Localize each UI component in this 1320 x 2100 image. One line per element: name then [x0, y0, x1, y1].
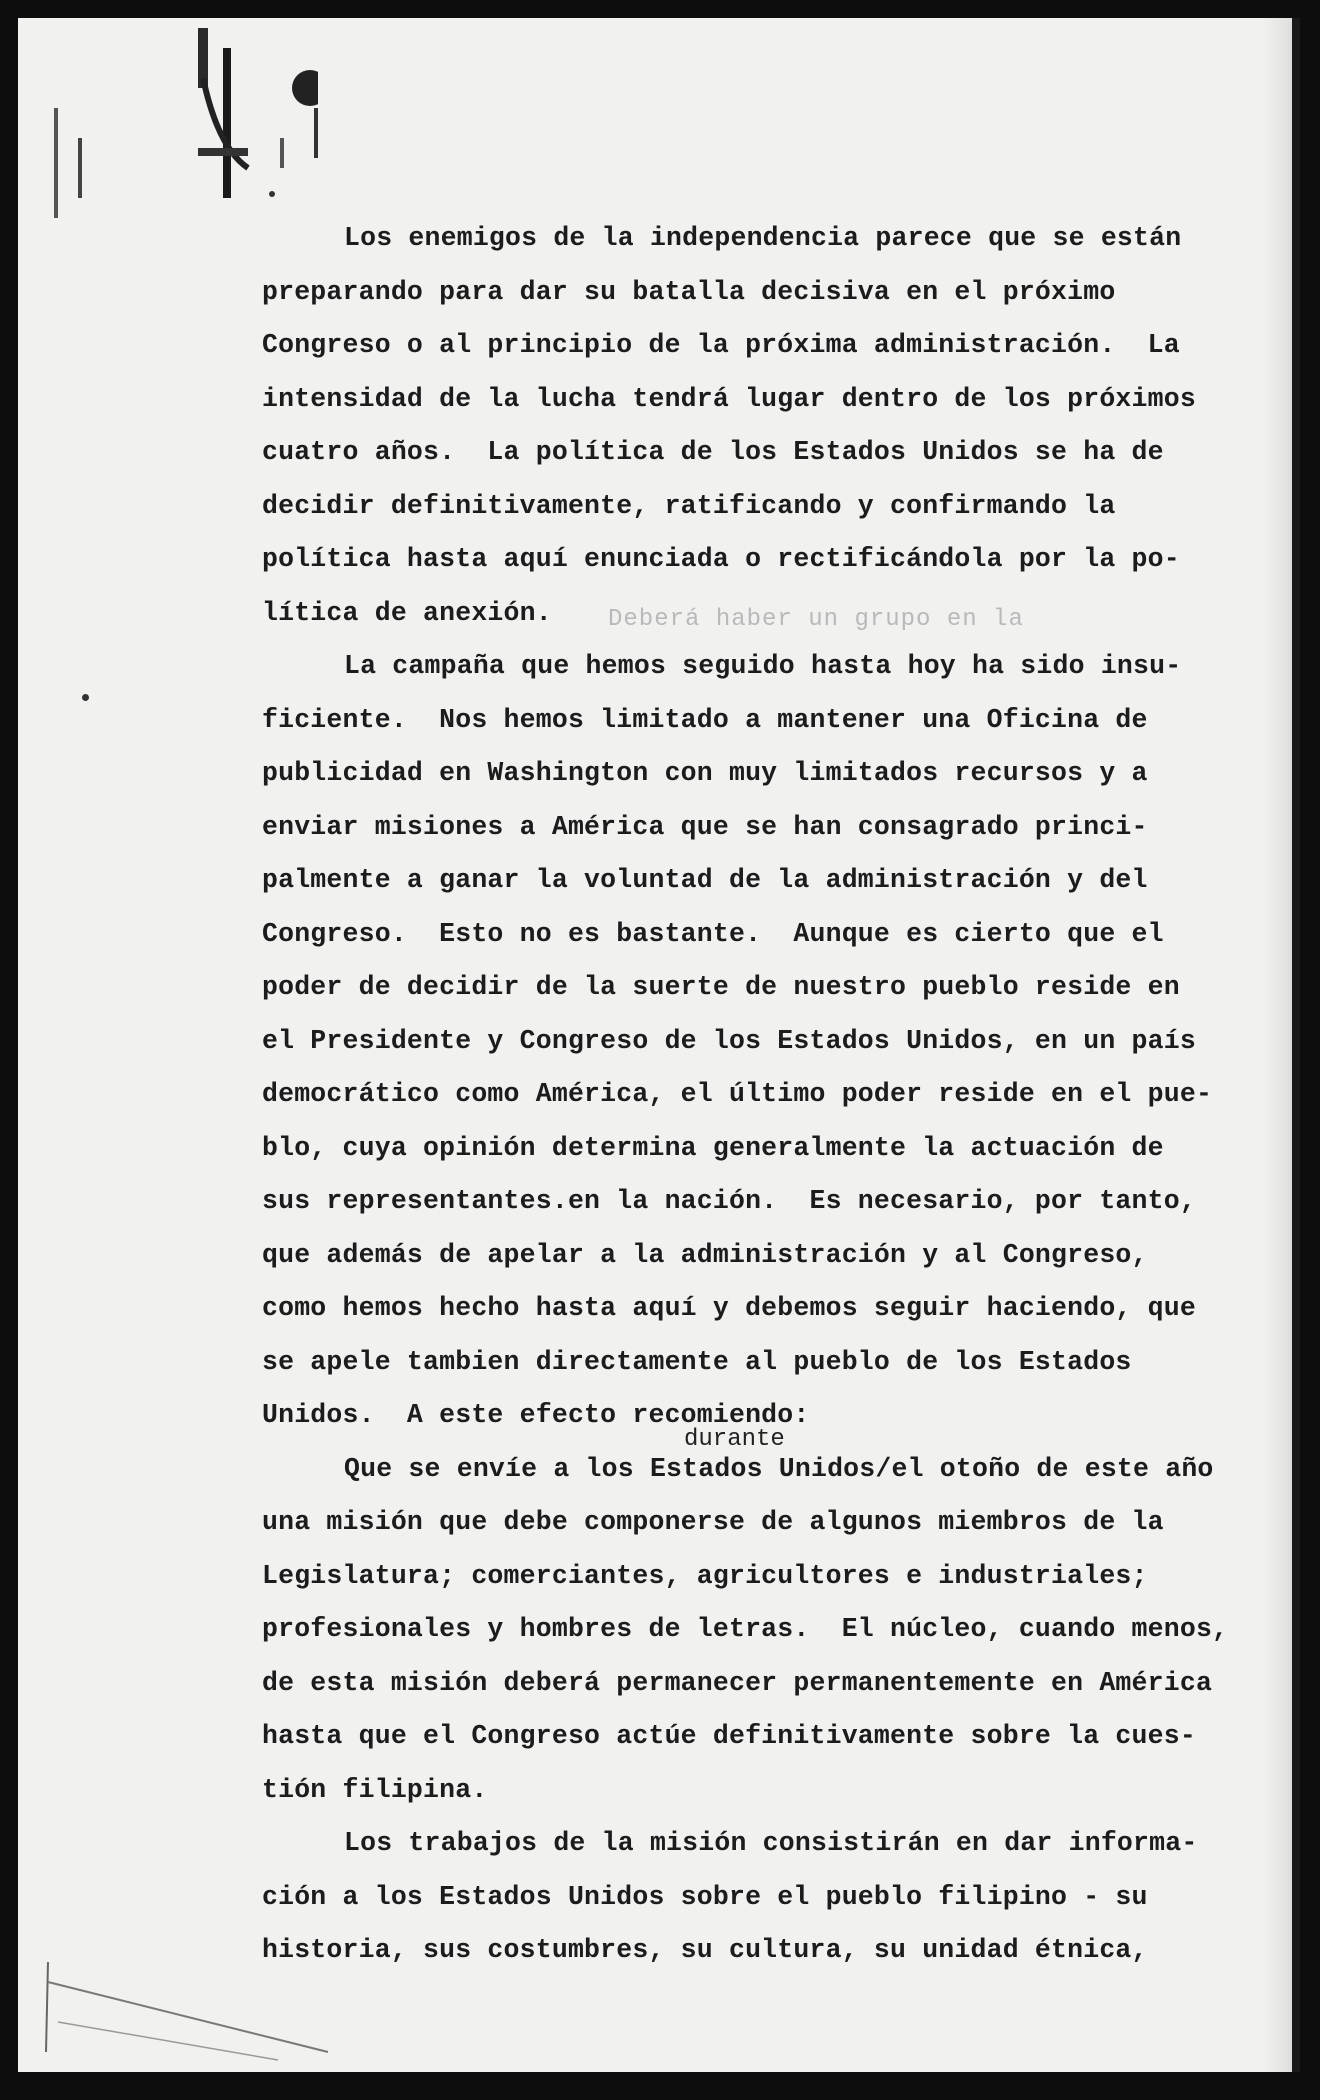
text-line: el Presidente y Congreso de los Estados Unidos, en un país: [262, 1025, 1196, 1056]
text-line: blo, cuya opinión determina generalmente la actuación de: [262, 1132, 1164, 1163]
paragraph-2: [262, 640, 1242, 1443]
paragraph-4: [262, 1817, 1242, 1978]
text-line: ficiente. Nos hemos limitado a mantener una Oficina de: [262, 704, 1148, 735]
text-line: palmente a ganar la voluntad de la administración y del: [262, 865, 1148, 895]
text-line: Los trabajos de la misión consistirán en dar informa-: [344, 1828, 1198, 1858]
text-line: Congreso. Esto no es bastante. Aunque es cierto que el: [262, 918, 1164, 949]
text-line: una misión que debe componerse de algunos miembros de la: [262, 1507, 1164, 1537]
text-line: Los enemigos de la independencia parece que se están: [344, 223, 1182, 253]
text-line: lítica de anexión.: [262, 597, 552, 628]
paragraph-3: [262, 1443, 1242, 1818]
text-line: de esta misión deberá permanecer permanentemente en América: [262, 1667, 1213, 1698]
paragraph-1: [262, 212, 1242, 640]
text-line: Legislatura; comerciantes, agricultores e industriales;: [262, 1560, 1148, 1591]
text-line: decidir definitivamente, ratificando y confirmando la: [262, 490, 1116, 521]
text-line: hasta que el Congreso actúe definitivamente sobre la cues-: [262, 1721, 1196, 1751]
text-line: ción a los Estados Unidos sobre el pueblo filipino - su: [262, 1881, 1148, 1912]
text-line: publicidad en Washington con muy limitados recursos y a: [262, 758, 1148, 788]
text-line: se apele tambien directamente al pueblo de los Estados: [262, 1346, 1132, 1377]
text-line: política hasta aquí enunciada o rectificándola por la po-: [262, 544, 1180, 574]
corner-pencil-mark: [38, 1942, 338, 2062]
text-line: que además de apelar a la administración y al Congreso,: [262, 1239, 1148, 1270]
text-line: preparando para dar su batalla decisiva en el próximo: [262, 276, 1116, 307]
text-line: La campaña que hemos seguido hasta hoy ha sido insu-: [344, 651, 1182, 681]
text-line: sus representantes.en la nación. Es necesario, por tanto,: [262, 1186, 1196, 1216]
document-page: [18, 18, 1300, 2072]
page-edge-shade: [1262, 18, 1292, 2072]
bleed-through-text: Deberá haber un grupo en la: [608, 606, 1024, 633]
text-line: historia, sus costumbres, su cultura, su unidad étnica,: [262, 1935, 1148, 1965]
text-line: Congreso o al principio de la próxima administración. La: [262, 330, 1180, 360]
text-line: enviar misiones a América que se han consagrado princi-: [262, 811, 1148, 842]
text-line: profesionales y hombres de letras. El núcleo, cuando menos,: [262, 1614, 1229, 1644]
text-line: democrático como América, el último poder reside en el pue-: [262, 1079, 1213, 1109]
typed-body: [262, 212, 1242, 1978]
text-line: tión filipina.: [262, 1774, 488, 1805]
ink-dot: [82, 694, 89, 701]
text-line: poder de decidir de la suerte de nuestro pueblo reside en: [262, 972, 1180, 1002]
text-line: cuatro años. La política de los Estados Unidos se ha de: [262, 437, 1164, 467]
text-line: Unidos. A este efecto recomiendo:: [262, 1400, 810, 1430]
ink-smudge-marks: [18, 18, 318, 238]
text-line: como hemos hecho hasta aquí y debemos seguir haciendo, que: [262, 1293, 1196, 1323]
text-line: intensidad de la lucha tendrá lugar dentro de los próximos: [262, 383, 1196, 414]
text-line: Que se envíe a los Estados Unidos/el otoño de este año: [344, 1453, 1214, 1484]
interlinear-insertion: durante: [684, 1426, 785, 1453]
